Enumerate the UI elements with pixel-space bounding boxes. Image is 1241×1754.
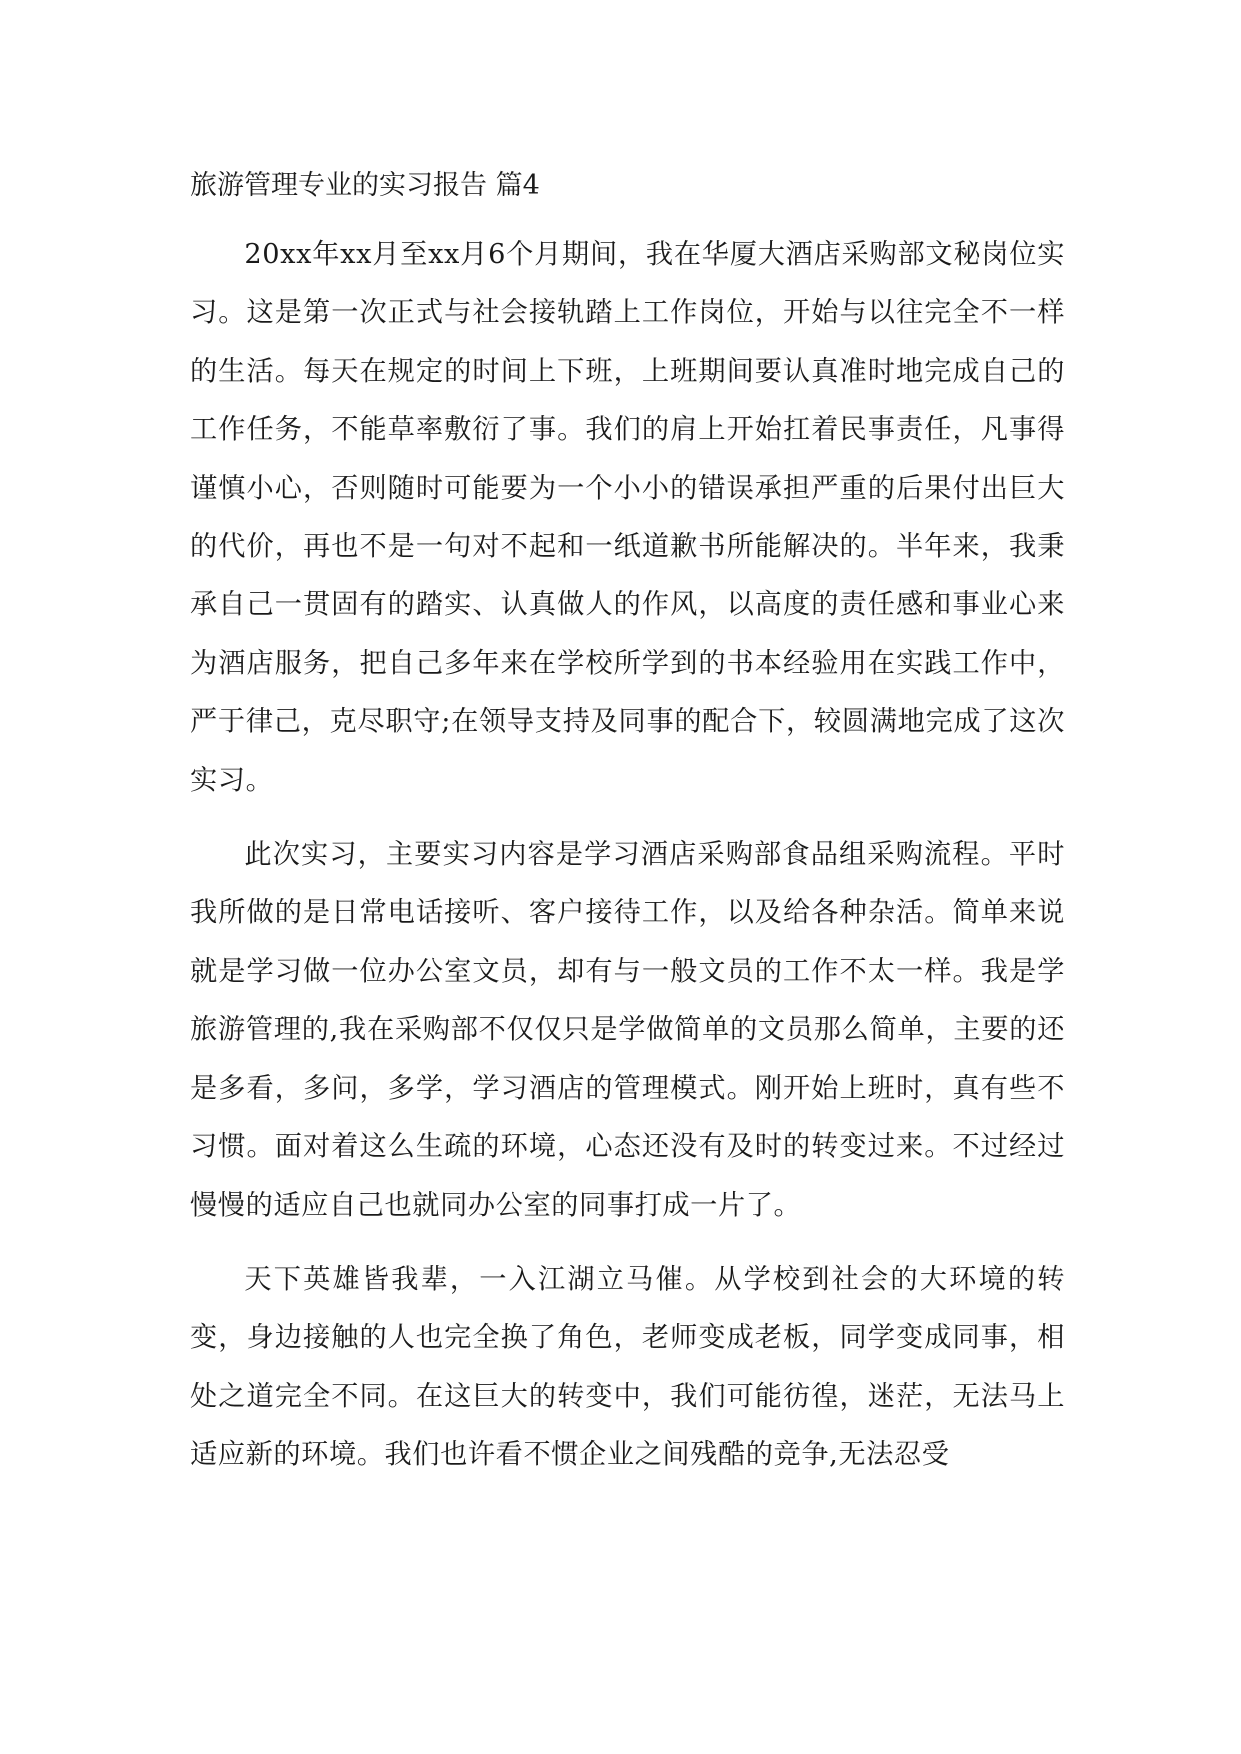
paragraph-3: 天下英雄皆我辈，一入江湖立马催。从学校到社会的大环境的转变，身边接触的人也完全换了角色，老师变成老板，同学变成同事，相处之道完全不同。在这巨大的转变中，我们可能彷徨，迷茫，无法马上适应新的环境。我们也许看不惯企业之间残酷的竞争,无法忍受 bbox=[190, 1263, 1065, 1471]
document-heading: 旅游管理专业的实习报告 篇4 bbox=[190, 170, 540, 201]
paragraph-1: 20xx年xx月至xx月6个月期间，我在华厦大酒店采购部文秘岗位实习。这是第一次正式与社会接轨踏上工作岗位，开始与以往完全不一样的生活。每天在规定的时间上下班，上班期间要认真准时地完成自己的工作任务，不能草率敷衍了事。我们的肩上开始扛着民事责任，凡事得谨慎小心，否则随时可能要为一个小小的错误承担严重的后果付出巨大的代价，再也不是一句对不起和一纸道歉书所能解决的。半年来，我秉承自己一贯固有的踏实、认真做人的作风，以高度的责任感和事业心来为酒店服务，把自己多年来在学校所学到的书本经验用在实践工作中，严于律己，克尽职守;在领导支持及同事的配合下，较圆满地完成了这次实习。 bbox=[190, 239, 1065, 796]
paragraph-2: 此次实习，主要实习内容是学习酒店采购部食品组采购流程。平时我所做的是日常电话接听、客户接待工作，以及给各种杂活。简单来说就是学习做一位办公室文员，却有与一般文员的工作不太一样。我是学旅游管理的,我在采购部不仅仅只是学做简单的文员那么简单，主要的还是多看，多问，多学，学习酒店的管理模式。刚开始上班时，真有些不习惯。面对着这么生疏的环境，心态还没有及时的转变过来。不过经过慢慢的适应自己也就同办公室的同事打成一片了。 bbox=[190, 839, 1065, 1221]
document-body bbox=[190, 226, 1065, 1501]
